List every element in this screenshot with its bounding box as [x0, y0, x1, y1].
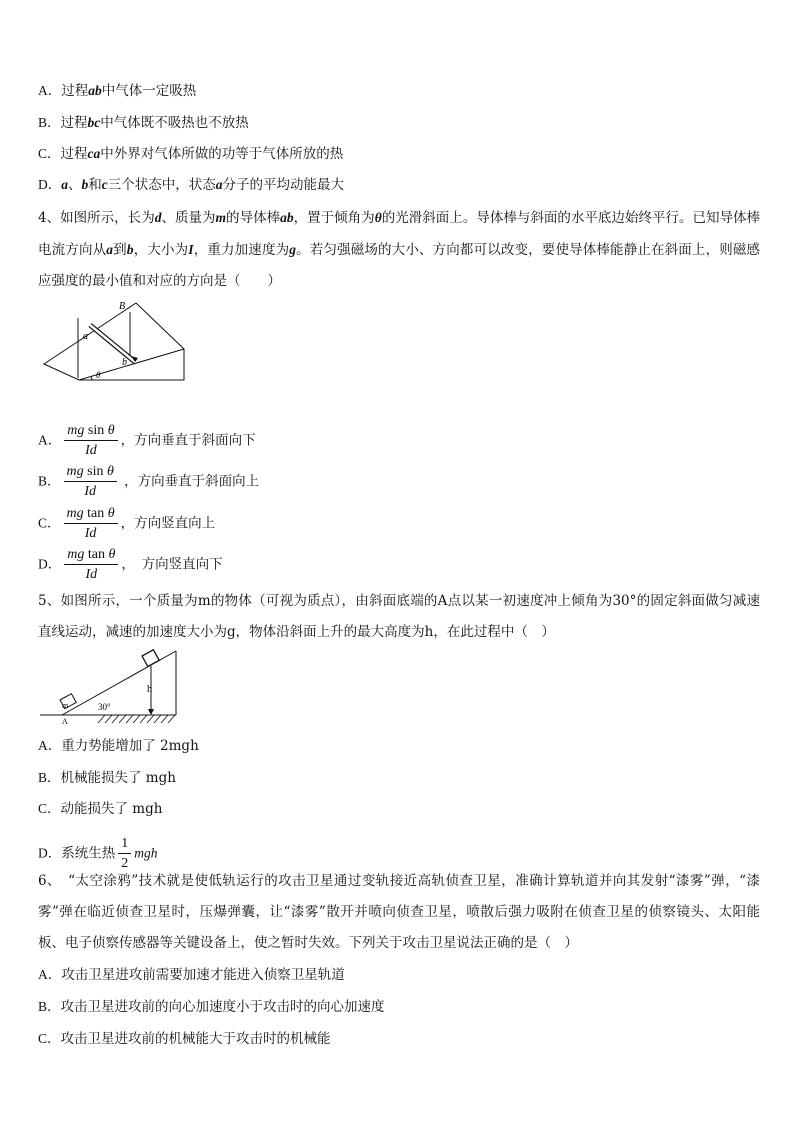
- numerator-var: θ: [108, 547, 116, 562]
- stem-text: 的导体棒: [226, 210, 281, 226]
- numerator: 1: [118, 836, 131, 854]
- stem-text: 到: [113, 242, 127, 258]
- rod-end-label: b: [122, 357, 127, 368]
- q6-option-b: [38, 998, 385, 1016]
- math-var: bc: [87, 115, 101, 130]
- stem-text: 如图所示，一个质量为m的物体（可视为质点），由斜面底端的A点以某一初速度冲上倾角为30°的固定斜面做匀减速直线运动，减速的加速度大小为g，物体沿斜面上升的最大高度为h，在此过程中（ ）: [38, 593, 760, 640]
- q6-stem: [38, 866, 760, 959]
- numerator-var: θ: [107, 423, 115, 438]
- option-label: B．: [38, 115, 61, 130]
- q3-option-d: [38, 176, 344, 194]
- option-text: 过程: [61, 83, 89, 99]
- option-text: 重力势能增加了 2mgh: [61, 738, 199, 754]
- math-var: b: [81, 177, 89, 192]
- option-text: 攻击卫星进攻前的机械能大于攻击时的机械能: [60, 1031, 331, 1047]
- fraction: [64, 547, 118, 583]
- q5-stem: [38, 586, 760, 648]
- stem-text: ，重力加速度为: [193, 242, 290, 258]
- question-number: 5、: [38, 593, 61, 609]
- mass-label: m: [62, 701, 69, 710]
- q4-stem: [38, 202, 760, 297]
- option-label: B．: [38, 770, 61, 785]
- math-var: c: [101, 177, 108, 192]
- option-text: ，方向垂直于斜面向下: [120, 432, 256, 449]
- q4-option-c: [38, 506, 215, 542]
- stem-text: ，大小为: [133, 242, 189, 258]
- option-text: 动能损失了 mgh: [60, 801, 163, 817]
- trig-function: sin: [87, 423, 105, 438]
- q4-incline-figure: [38, 292, 190, 414]
- option-text: 中气体一定吸热: [101, 83, 197, 99]
- math-expression: mgh: [134, 845, 158, 861]
- height-label: h: [147, 684, 152, 695]
- option-text: 机械能损失了 mgh: [60, 770, 176, 786]
- option-label: C．: [38, 801, 61, 816]
- option-label: A．: [38, 967, 62, 982]
- q4-option-b: [38, 464, 259, 500]
- math-var: ab: [280, 210, 294, 225]
- math-var: a: [106, 242, 113, 257]
- stem-text: 的光滑斜面上。导体棒与斜面的水平底边始终平行。已知导体棒电流方向从: [38, 210, 761, 258]
- option-label: C．: [38, 515, 61, 531]
- stem-text: ，置于倾角为: [293, 210, 375, 226]
- stem-text: 如图所示，长为: [60, 210, 155, 226]
- denominator: Id: [85, 567, 98, 582]
- option-label: D．: [38, 845, 62, 861]
- math-var: d: [154, 210, 162, 225]
- option-label: A．: [38, 738, 62, 753]
- option-text: 中气体既不吸热也不放热: [100, 115, 249, 131]
- numerator-var: mg: [67, 547, 85, 562]
- point-label: A: [62, 717, 68, 726]
- denominator: Id: [84, 484, 97, 499]
- stem-text: 。若匀强磁场的大小、方向都可以改变，要使导体棒能静止在斜面上，则磁感应强度的最小值和对应的方向是（ ）: [38, 242, 761, 289]
- math-var: I: [188, 242, 194, 257]
- option-text: 三个状态中，状态: [107, 177, 216, 193]
- q6-option-a: [38, 966, 345, 984]
- q5-option-c: [38, 800, 162, 818]
- trig-function: tan: [87, 547, 105, 562]
- option-label: D．: [38, 556, 62, 572]
- angle-label: θ: [96, 370, 101, 380]
- option-label: B．: [38, 999, 61, 1014]
- math-var: g: [289, 242, 296, 257]
- numerator-var: mg: [67, 423, 85, 438]
- math-var: m: [215, 210, 227, 225]
- option-text: ，方向垂直于斜面向上: [124, 473, 260, 490]
- option-text: ， 方向竖直向下: [121, 556, 223, 573]
- q5-incline-figure: [38, 646, 180, 728]
- math-var: ab: [88, 83, 102, 98]
- option-text: 分子的平均动能最大: [222, 177, 344, 193]
- stem-text: “太空涂鸦”技术就是使低轨运行的攻击卫星通过变轨接近高轨侦查卫星，准确计算轨道并向其发射“漆雾”弹，“漆雾”弹在临近侦查卫星时，压爆弹囊，让“漆雾”散开并喷向侦查卫星，喷散后强力吸附在侦查卫星的侦察镜头、太阳能板、电子侦察传感器等关键设备上，使之暂时失效。下列关于攻击卫星说法正确的是（ ）: [38, 873, 760, 951]
- arrow-down-icon: [148, 709, 154, 715]
- trig-function: sin: [87, 464, 104, 479]
- rod-end-label: a: [83, 331, 88, 342]
- option-text: ，方向竖直向上: [120, 515, 216, 532]
- option-text: 系统生热: [61, 845, 116, 862]
- option-label: C．: [38, 1031, 61, 1046]
- option-label: A．: [38, 83, 62, 98]
- q5-option-b: [38, 769, 176, 787]
- q3-option-a: [38, 82, 196, 100]
- stem-text: 、质量为: [161, 210, 216, 226]
- denominator: 2: [121, 856, 129, 871]
- numerator-var: mg: [66, 464, 84, 479]
- trig-function: tan: [87, 506, 105, 521]
- option-text: 中外界对气体所做的功等于气体所放的热: [100, 146, 344, 162]
- q3-option-c: [38, 145, 343, 163]
- math-var: ca: [87, 146, 101, 161]
- math-var: θ: [374, 210, 382, 225]
- math-var: b: [126, 242, 134, 257]
- option-label: C．: [38, 146, 61, 161]
- denominator: Id: [85, 443, 97, 458]
- question-number: 6、: [38, 873, 55, 889]
- math-var: a: [61, 177, 68, 192]
- numerator-var: mg: [66, 506, 84, 521]
- option-label: B．: [38, 473, 61, 489]
- fraction: [64, 423, 117, 459]
- numerator-var: θ: [106, 464, 114, 479]
- option-label: D．: [38, 177, 62, 192]
- field-label: B: [119, 301, 126, 312]
- fraction: [64, 506, 118, 542]
- angle-label: 30°: [98, 702, 111, 712]
- q5-option-a: [38, 737, 199, 755]
- math-var: a: [215, 177, 223, 192]
- q6-option-c: [38, 1030, 331, 1048]
- option-label: A．: [38, 432, 62, 448]
- denominator: Id: [84, 526, 97, 541]
- ground-hatching: [98, 715, 175, 723]
- incline-diagonal: [79, 349, 184, 380]
- option-text: 过程: [60, 146, 88, 162]
- option-text: 过程: [60, 115, 88, 131]
- q3-option-b: [38, 114, 249, 132]
- q4-option-d: [38, 547, 223, 583]
- numerator-var: θ: [107, 506, 115, 521]
- option-text: 和: [88, 177, 102, 193]
- block-top: [142, 650, 159, 667]
- q4-option-a: [38, 423, 256, 459]
- option-text: 攻击卫星进攻前的向心加速度小于攻击时的向心加速度: [60, 999, 385, 1015]
- option-text: 攻击卫星进攻前需要加速才能进入侦察卫星轨道: [61, 967, 345, 983]
- option-text: 、: [68, 177, 82, 193]
- conductor-rod-inner: [90, 325, 135, 362]
- fraction: [64, 464, 117, 500]
- question-number: 4、: [38, 210, 61, 226]
